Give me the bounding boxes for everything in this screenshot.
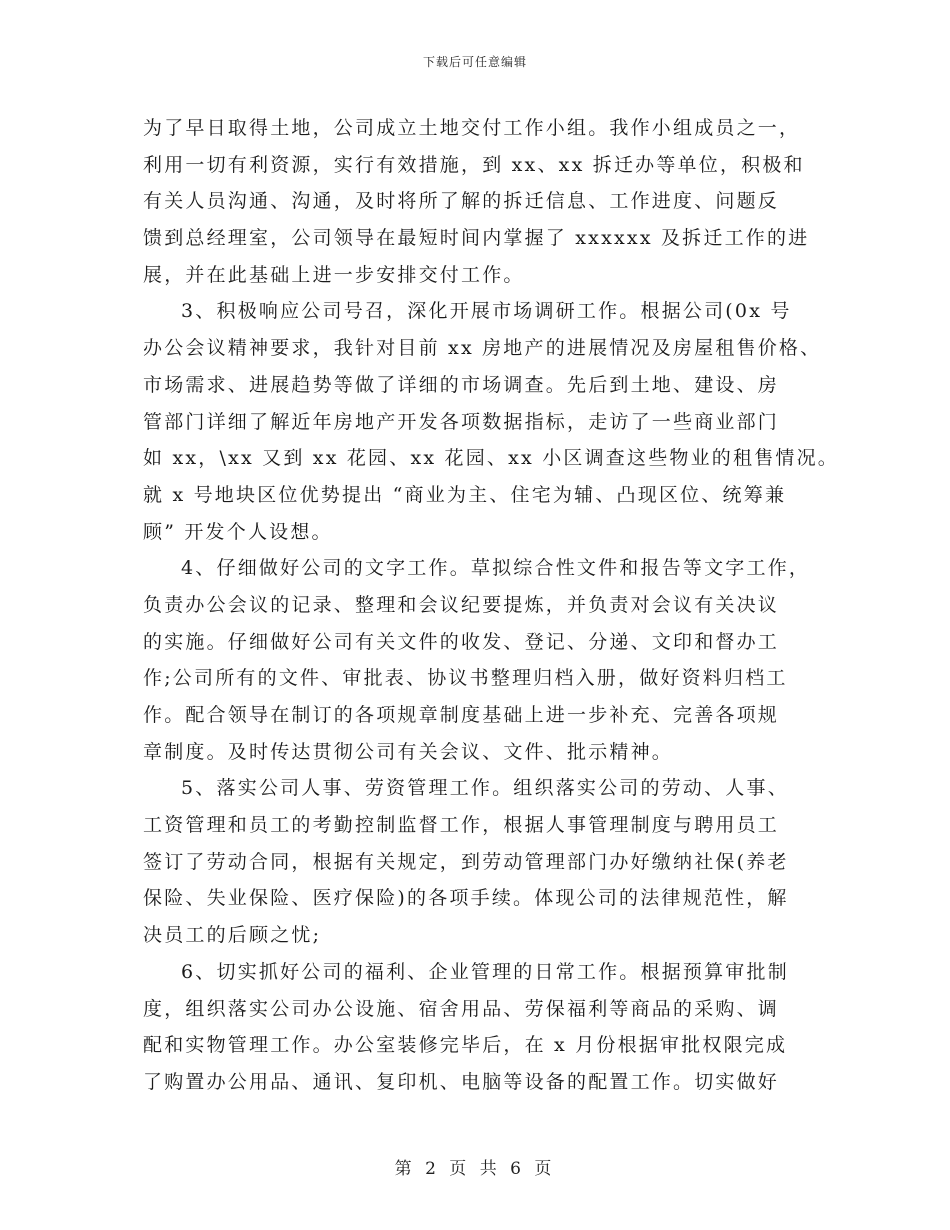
text-line: 管部门详细了解近年房地产开发各项数据指标，走访了一些商业部门 <box>143 410 780 433</box>
text-line: 配和实物管理工作。办公室装修完毕后，在 x 月份根据审批权限完成 <box>143 1034 788 1057</box>
text-line: 有关人员沟通、沟通，及时将所了解的拆迁信息、工作进度、问题反 <box>143 190 780 213</box>
paragraph-3-start: 3、积极响应公司号召，深化开展市场调研工作。根据公司(0x 号 <box>181 300 792 323</box>
text-line: 签订了劳动合同，根据有关规定，到劳动管理部门办好缴纳社保(养老 <box>143 850 789 873</box>
paragraph-5-start: 5、落实公司人事、劳资管理工作。组织落实公司的劳动、人事、 <box>181 777 789 800</box>
page-header: 下载后可任意编辑 <box>422 55 527 69</box>
text-line: 办公会议精神要求，我针对目前 xx 房地产的进展情况及房屋租售价格、 <box>143 337 822 360</box>
paragraph-4-start: 4、仔细做好公司的文字工作。草拟综合性文件和报告等文字工作， <box>181 557 811 580</box>
text-line: 市场需求、进展趋势等做了详细的市场调查。先后到土地、建设、房 <box>143 373 780 396</box>
text-line: 为了早日取得土地，公司成立土地交付工作小组。我作小组成员之一， <box>143 117 801 139</box>
text-line: 了购置办公用品、通讯、复印机、电脑等设备的配置工作。切实做好 <box>143 1070 780 1093</box>
text-line: 作。配合领导在制订的各项规章制度基础上进一步补充、完善各项规 <box>143 704 780 726</box>
text-line: 顾” 开发个人设想。 <box>143 520 333 543</box>
text-line: 展，并在此基础上进一步安排交付工作。 <box>143 263 525 286</box>
text-line: 工资管理和员工的考勤控制监督工作，根据人事管理制度与聘用员工 <box>143 814 780 837</box>
text-line: 决员工的后顾之忧; <box>143 924 322 947</box>
text-line: 如 xx，\xx 又到 xx 花园、xx 花园、xx 小区调查这些物业的租售情况。 <box>143 447 839 470</box>
text-line: 负责办公会议的记录、整理和会议纪要提炼，并负责对会议有关决议 <box>143 593 780 616</box>
text-line: 章制度。及时传达贯彻公司有关会议、文件、批示精神。 <box>143 740 674 763</box>
text-line: 利用一切有利资源，实行有效措施，到 xx、xx 拆迁办等单位，积极和 <box>143 153 805 176</box>
text-line: 的实施。仔细做好公司有关文件的收发、登记、分递、文印和督办工 <box>143 630 780 653</box>
paragraph-6-start: 6、切实抓好公司的福利、企业管理的日常工作。根据预算审批制 <box>181 960 789 983</box>
text-line: 作;公司所有的文件、审批表、协议书整理归档入册，做好资料归档工 <box>143 667 788 690</box>
text-line: 度，组织落实公司办公设施、宿舍用品、劳保福利等商品的采购、调 <box>143 997 780 1020</box>
page-footer: 第 2 页 共 6 页 <box>394 1159 556 1179</box>
text-line: 馈到总经理室，公司领导在最短时间内掌握了 xxxxxx 及拆迁工作的进 <box>143 227 810 250</box>
text-line: 保险、失业保险、医疗保险)的各项手续。体现公司的法律规范性，解 <box>143 887 789 910</box>
text-line: 就 x 号地块区位优势提出 “商业为主、住宅为辅、凸现区位、统筹兼 <box>143 483 787 506</box>
document-body <box>143 110 839 1101</box>
